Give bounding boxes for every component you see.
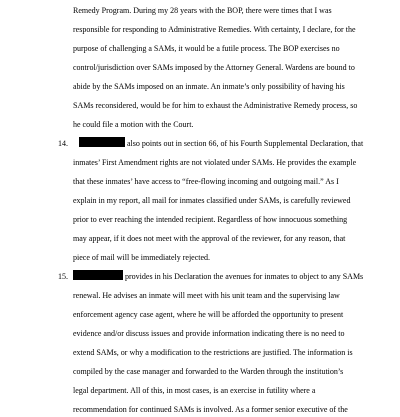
p15-line-4: evidence and/or discuss issues and provide information indicating there is no need to: [73, 329, 345, 338]
p14-line-1-text: also points out in section 66, of his Fourth Supplemental Declaration, that: [127, 139, 364, 148]
redaction-bar: [79, 137, 125, 147]
p13-line-7: he could file a motion with the Court.: [73, 120, 194, 129]
redaction-bar: [73, 270, 123, 280]
p13-line-2: responsible for responding to Administrative Remedies. With certainty, I declare, for the: [73, 25, 356, 34]
p15-line-7: legal department. All of this, in most cases, is an exercise in futility where a: [73, 386, 316, 395]
p15-line-5: extend SAMs, or why a modification to the restrictions are justified. The information is: [73, 348, 353, 357]
p14-line-6: may appear, if it does not meet with the approval of the reviewer, for any reason, that: [73, 234, 346, 243]
p15-line-6: compiled by the case manager and forwarded to the Warden through the institution’s: [73, 367, 344, 376]
p13-line-6: SAMs reconsidered, would be for him to exhaust the Administrative Remedy process, so: [73, 101, 358, 110]
paragraph-number-15: 15.: [58, 272, 68, 281]
p14-line-2: inmates’ First Amendment rights are not violated under SAMs. He provides the example: [73, 158, 357, 167]
p15-line-3: enforcement agency case agent, where he will be afforded the opportunity to present: [73, 310, 344, 319]
p13-line-3: purpose of challenging a SAMs, it would be a futile process. The BOP exercises no: [73, 44, 340, 53]
p14-line-3: that these inmates’ have access to “free-flowing incoming and outgoing mail.” As I: [73, 177, 339, 186]
p13-line-5: abide by the SAMs imposed on an inmate. An inmate’s only possibility of having his: [73, 82, 345, 91]
p13-line-1: Remedy Program. During my 28 years with the BOP, there were times that I was: [73, 6, 332, 15]
p15-line-1: [73, 270, 363, 284]
p14-line-5: prior to ever reaching the intended recipient. Regardless of how innocuous something: [73, 215, 348, 224]
p14-line-1: [79, 137, 363, 151]
paragraph-number-14: 14.: [58, 139, 68, 148]
p13-line-4: control/jurisdiction over SAMs imposed by the Attorney General. Wardens are bound to: [73, 63, 355, 72]
p15-line-1-text: provides in his Declaration the avenues for inmates to object to any SAMs: [125, 272, 364, 281]
p14-line-4: explain in my report, all mail for inmates classified under SAMs, is carefully reviewed: [73, 196, 351, 205]
p15-line-2: renewal. He advises an inmate will meet with his unit team and the supervising law: [73, 291, 340, 300]
p15-line-8: recommendation for continued SAMs is involved. As a former senior executive of the: [73, 405, 348, 414]
p14-line-7: piece of mail will be immediately rejected.: [73, 253, 211, 262]
